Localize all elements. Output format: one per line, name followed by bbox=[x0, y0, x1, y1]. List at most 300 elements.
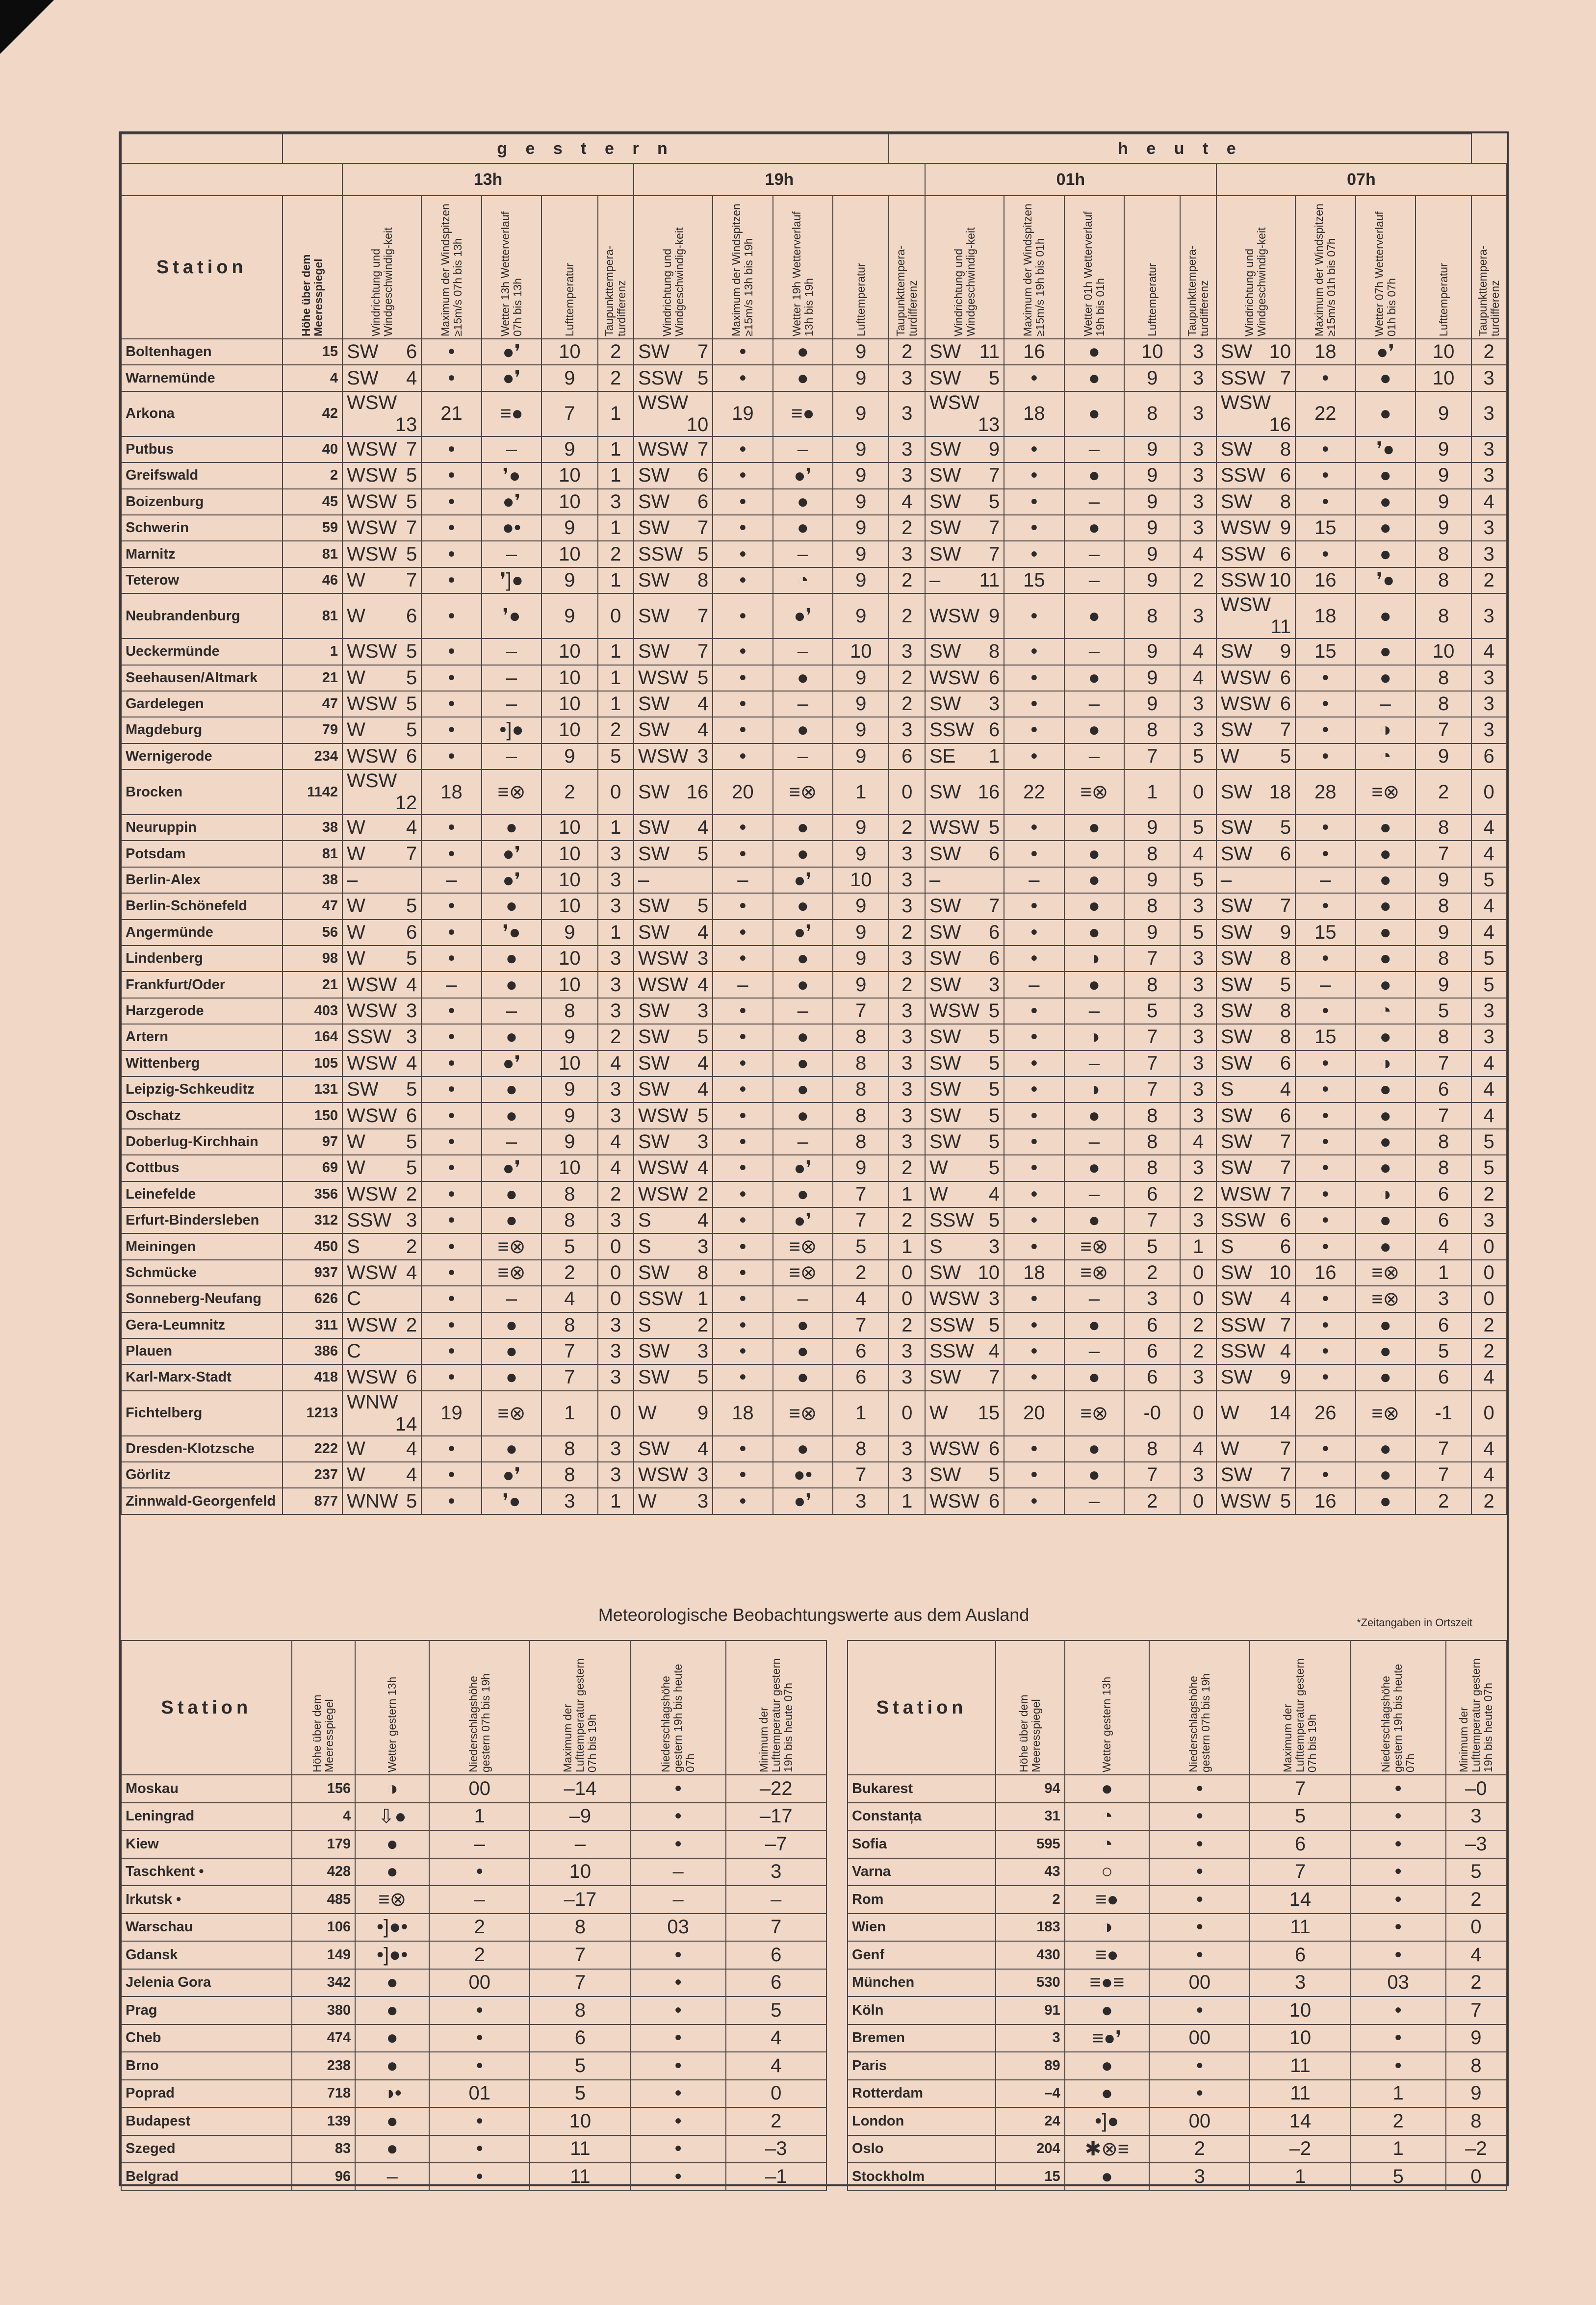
weather-symbol: – bbox=[773, 436, 833, 462]
wind-speed: 4 bbox=[406, 973, 417, 996]
abroad-row bbox=[121, 1830, 1506, 1858]
wind-speed: 6 bbox=[988, 1437, 1000, 1460]
wind-direction: SSW bbox=[929, 719, 975, 741]
wind-cell bbox=[925, 462, 1004, 488]
weather-symbol: – bbox=[1064, 1050, 1124, 1076]
wind-cell bbox=[342, 391, 421, 436]
wind-speed: 7 bbox=[1280, 1157, 1291, 1179]
wind-speed: 5 bbox=[406, 1157, 417, 1179]
wind-direction: WSW bbox=[929, 1000, 980, 1022]
wind-cell bbox=[925, 691, 1004, 717]
abroad-station-height: –4 bbox=[996, 2080, 1064, 2108]
gust-max: • bbox=[421, 815, 481, 841]
abroad-station-name: Jelenia Gora bbox=[121, 1969, 292, 1997]
air-temperature: 7 bbox=[833, 1312, 889, 1338]
dewpoint-difference: 3 bbox=[598, 972, 634, 998]
column-header-text: Taupunkttempera-turdifferenz bbox=[894, 245, 920, 336]
air-temperature: 9 bbox=[541, 1102, 597, 1128]
abroad-station-name: Rotterdam bbox=[848, 2080, 996, 2108]
station-row bbox=[121, 743, 1506, 769]
gust-max: • bbox=[713, 1488, 772, 1514]
wind-speed: 6 bbox=[988, 666, 1000, 689]
wind-cell bbox=[925, 1488, 1004, 1514]
wind-direction: WSW bbox=[1220, 666, 1271, 689]
wind-cell bbox=[634, 1181, 713, 1207]
abroad-precip-day: • bbox=[1149, 1858, 1250, 1886]
air-temperature: 4 bbox=[833, 1286, 889, 1312]
abroad-row bbox=[121, 2135, 1506, 2163]
air-temperature: 9 bbox=[541, 365, 597, 391]
wind-cell bbox=[634, 893, 713, 919]
wind-speed: 7 bbox=[1280, 1437, 1291, 1460]
abroad-max-temp: 5 bbox=[1250, 1803, 1350, 1831]
wind-direction: SW bbox=[1220, 1464, 1253, 1486]
gust-max: • bbox=[421, 1076, 481, 1102]
abroad-precip-day: • bbox=[1149, 1886, 1250, 1914]
air-temperature: 8 bbox=[541, 1312, 597, 1338]
wind-direction: W bbox=[1220, 1402, 1239, 1424]
wind-speed: 8 bbox=[1280, 490, 1291, 512]
weather-symbol: ◔ bbox=[1356, 998, 1416, 1024]
gust-max: • bbox=[1004, 815, 1064, 841]
wind-direction: SW bbox=[638, 569, 670, 591]
air-temperature: 10 bbox=[541, 639, 597, 665]
blank-corner bbox=[121, 134, 283, 163]
station-name: Oschatz bbox=[121, 1102, 283, 1128]
air-temperature: 9 bbox=[833, 515, 889, 541]
abroad-column-header-text: Minimum der Lufttemperatur gestern 19h bis heute 07h bbox=[1457, 1658, 1494, 1772]
weather-symbol: – bbox=[773, 541, 833, 567]
dewpoint-difference: 1 bbox=[598, 691, 634, 717]
weather-symbol: ● bbox=[1064, 1155, 1124, 1181]
weather-symbol: ● bbox=[1064, 1364, 1124, 1390]
dewpoint-difference: 3 bbox=[889, 1462, 925, 1488]
gust-max: • bbox=[1004, 1102, 1064, 1128]
dewpoint-difference: 3 bbox=[1471, 541, 1506, 567]
wind-cell bbox=[342, 972, 421, 998]
weather-symbol: ● bbox=[1064, 339, 1124, 365]
air-temperature: 9 bbox=[541, 743, 597, 769]
gust-max: 15 bbox=[1295, 1024, 1355, 1050]
air-temperature: 10 bbox=[541, 462, 597, 488]
abroad-station-name: Stockholm bbox=[848, 2163, 996, 2191]
station-row bbox=[121, 1233, 1506, 1259]
abroad-precip-day: • bbox=[1149, 1803, 1250, 1831]
weather-symbol: – bbox=[1064, 1129, 1124, 1155]
abroad-weather-13h: •]● bbox=[1065, 2107, 1150, 2135]
station-name: Neuruppin bbox=[121, 815, 283, 841]
gust-max: • bbox=[1004, 691, 1064, 717]
abroad-precip-night: • bbox=[630, 1830, 725, 1858]
weather-symbol: ●❜ bbox=[482, 1462, 541, 1488]
wind-cell bbox=[1216, 391, 1295, 436]
weather-symbol: ● bbox=[1064, 972, 1124, 998]
abroad-station-height: 149 bbox=[292, 1941, 356, 1969]
gust-max: • bbox=[421, 567, 481, 593]
dewpoint-difference: 2 bbox=[1471, 1338, 1506, 1364]
dewpoint-difference: 6 bbox=[1471, 743, 1506, 769]
station-name: Harzgerode bbox=[121, 998, 283, 1024]
wind-speed: 18 bbox=[1269, 781, 1291, 803]
air-temperature: 7 bbox=[1124, 1024, 1180, 1050]
wind-direction: SW bbox=[638, 1366, 670, 1388]
dewpoint-difference: 3 bbox=[1180, 893, 1216, 919]
abroad-min-temp: –17 bbox=[726, 1803, 826, 1831]
dewpoint-difference: 5 bbox=[1180, 743, 1216, 769]
weather-symbol: ●❜ bbox=[773, 1488, 833, 1514]
weather-symbol: ● bbox=[482, 1102, 541, 1128]
abroad-station-height: 31 bbox=[996, 1803, 1064, 1831]
wind-direction: – bbox=[929, 869, 941, 891]
gust-max: 26 bbox=[1295, 1391, 1355, 1436]
wind-cell bbox=[925, 1207, 1004, 1233]
table-gap bbox=[826, 1886, 848, 1914]
abroad-weather-13h: ◔ bbox=[1065, 1803, 1150, 1831]
abroad-min-temp: 7 bbox=[726, 1914, 826, 1942]
air-temperature: 9 bbox=[1124, 920, 1180, 946]
dewpoint-difference: 4 bbox=[1180, 1129, 1216, 1155]
wind-cell bbox=[342, 769, 421, 815]
weather-report-sheet bbox=[119, 131, 1509, 2186]
wind-direction: SW bbox=[929, 843, 961, 865]
wind-speed: 9 bbox=[1280, 921, 1291, 943]
wind-speed: 8 bbox=[697, 569, 709, 591]
air-temperature: 9 bbox=[1416, 515, 1471, 541]
wind-direction: SW bbox=[638, 895, 670, 917]
wind-speed: 9 bbox=[1280, 640, 1291, 663]
gust-max: • bbox=[421, 841, 481, 867]
domestic-weather-table bbox=[121, 133, 1507, 1515]
dewpoint-difference: 2 bbox=[889, 1312, 925, 1338]
gust-max: • bbox=[1295, 1076, 1355, 1102]
abroad-precip-night: • bbox=[630, 2107, 725, 2135]
abroad-station-name: Gdansk bbox=[121, 1941, 292, 1969]
abroad-precip-night: – bbox=[630, 1858, 725, 1886]
air-temperature: 8 bbox=[833, 1050, 889, 1076]
dewpoint-difference: 2 bbox=[1180, 1312, 1216, 1338]
weather-symbol: ● bbox=[1356, 541, 1416, 567]
station-height: 38 bbox=[283, 867, 342, 893]
table-gap bbox=[826, 1941, 848, 1969]
wind-direction: SW bbox=[638, 640, 670, 663]
station-row bbox=[121, 365, 1506, 391]
weather-symbol: – bbox=[482, 1286, 541, 1312]
wind-speed: 5 bbox=[406, 666, 417, 689]
abroad-precip-night: • bbox=[1350, 1997, 1445, 2024]
gust-max: 15 bbox=[1295, 515, 1355, 541]
wind-cell bbox=[342, 593, 421, 639]
wind-cell bbox=[925, 436, 1004, 462]
wind-direction: SW bbox=[929, 1104, 961, 1127]
wind-cell bbox=[925, 1181, 1004, 1207]
abroad-precip-night: • bbox=[1350, 1886, 1445, 1914]
abroad-max-temp: 5 bbox=[530, 2080, 630, 2108]
weather-symbol: – bbox=[482, 691, 541, 717]
wind-direction: SW bbox=[638, 464, 670, 487]
wind-speed: 5 bbox=[988, 1464, 1000, 1486]
wind-speed: 5 bbox=[988, 1052, 1000, 1074]
dewpoint-difference: 1 bbox=[598, 436, 634, 462]
wind-direction: SW bbox=[929, 1026, 961, 1048]
gust-max: – bbox=[713, 867, 772, 893]
gust-max: • bbox=[421, 1260, 481, 1286]
wind-cell bbox=[342, 946, 421, 972]
wind-cell bbox=[634, 717, 713, 743]
wind-speed: 4 bbox=[406, 367, 417, 389]
wind-cell bbox=[342, 1260, 421, 1286]
wind-cell bbox=[925, 365, 1004, 391]
dewpoint-difference: 2 bbox=[889, 1207, 925, 1233]
weather-symbol: – bbox=[773, 691, 833, 717]
weather-symbol: ◑ bbox=[1064, 1024, 1124, 1050]
table-gap bbox=[826, 1914, 848, 1942]
wind-cell bbox=[634, 1462, 713, 1488]
weather-symbol: ● bbox=[1064, 391, 1124, 436]
wind-speed: 7 bbox=[988, 543, 1000, 565]
wind-speed: 5 bbox=[1280, 973, 1291, 996]
wind-direction: SW bbox=[929, 693, 961, 715]
wind-cell bbox=[925, 1391, 1004, 1436]
abroad-precip-night: – bbox=[630, 1886, 725, 1914]
air-temperature: 10 bbox=[541, 1155, 597, 1181]
station-row bbox=[121, 998, 1506, 1024]
dewpoint-difference: 1 bbox=[598, 815, 634, 841]
air-temperature: 3 bbox=[1124, 1286, 1180, 1312]
station-name: Brocken bbox=[121, 769, 283, 815]
station-name: Dresden-Klotzsche bbox=[121, 1436, 283, 1462]
dewpoint-difference: 4 bbox=[1471, 639, 1506, 665]
air-temperature: 10 bbox=[541, 339, 597, 365]
air-temperature: 9 bbox=[833, 946, 889, 972]
air-temperature: 9 bbox=[1124, 867, 1180, 893]
abroad-station-name: Rom bbox=[848, 1886, 996, 1914]
gust-max: • bbox=[421, 365, 481, 391]
column-header bbox=[541, 196, 597, 339]
weather-symbol: ≡⊗ bbox=[482, 1260, 541, 1286]
abroad-max-temp: 10 bbox=[530, 2107, 630, 2135]
abroad-station-height: 530 bbox=[996, 1969, 1064, 1997]
wind-speed: 7 bbox=[1280, 719, 1291, 741]
air-temperature: 10 bbox=[833, 867, 889, 893]
abroad-station-height: 342 bbox=[292, 1969, 356, 1997]
column-header-text: Windrichtung und Windgeschwindig-keit bbox=[660, 227, 686, 336]
dewpoint-difference: 4 bbox=[1471, 1050, 1506, 1076]
wind-direction: SSW bbox=[929, 1340, 975, 1362]
wind-direction: SW bbox=[1220, 341, 1253, 363]
height-header-text: Höhe über dem Meeresspiegel bbox=[299, 254, 325, 336]
abroad-weather-13h: ≡●≡ bbox=[1065, 1969, 1150, 1997]
wind-cell bbox=[634, 639, 713, 665]
air-temperature: 7 bbox=[1416, 1102, 1471, 1128]
air-temperature: 9 bbox=[1124, 691, 1180, 717]
station-row bbox=[121, 339, 1506, 365]
gust-max: • bbox=[1295, 365, 1355, 391]
wind-direction: W bbox=[347, 569, 365, 591]
wind-direction: C bbox=[347, 1340, 361, 1362]
wind-speed: 5 bbox=[406, 719, 417, 741]
column-header bbox=[1471, 196, 1506, 339]
wind-cell bbox=[634, 1102, 713, 1128]
wind-speed: 7 bbox=[406, 569, 417, 591]
wind-speed: 6 bbox=[1280, 1104, 1291, 1127]
wind-cell bbox=[634, 815, 713, 841]
wind-cell bbox=[634, 489, 713, 515]
dewpoint-difference: 3 bbox=[1471, 365, 1506, 391]
wind-speed: 1 bbox=[697, 1288, 709, 1310]
wind-direction: WSW bbox=[347, 438, 397, 460]
station-name: Schmücke bbox=[121, 1260, 283, 1286]
station-name: Schwerin bbox=[121, 515, 283, 541]
column-header bbox=[713, 196, 772, 339]
gust-max: – bbox=[713, 972, 772, 998]
station-row bbox=[121, 515, 1506, 541]
abroad-column-header bbox=[726, 1640, 826, 1775]
abroad-min-temp: –3 bbox=[726, 2135, 826, 2163]
abroad-column-header-text: Höhe über dem Meeresspiegel bbox=[1017, 1694, 1043, 1772]
air-temperature: 7 bbox=[1416, 717, 1471, 743]
weather-symbol: ● bbox=[1064, 1436, 1124, 1462]
wind-direction: WNW bbox=[347, 1391, 398, 1413]
gust-max: • bbox=[1004, 717, 1064, 743]
weather-symbol: ● bbox=[1356, 972, 1416, 998]
gust-max: • bbox=[1004, 515, 1064, 541]
wind-speed: 6 bbox=[406, 1104, 417, 1127]
wind-cell bbox=[634, 462, 713, 488]
station-row bbox=[121, 717, 1506, 743]
weather-symbol: ❜● bbox=[482, 462, 541, 488]
abroad-precip-day: 01 bbox=[429, 2080, 530, 2108]
weather-symbol: ● bbox=[482, 1076, 541, 1102]
abroad-precip-day: • bbox=[1149, 1997, 1250, 2024]
wind-cell bbox=[634, 1338, 713, 1364]
station-name: Zinnwald-Georgenfeld bbox=[121, 1488, 283, 1514]
air-temperature: 8 bbox=[1124, 893, 1180, 919]
wind-speed: 3 bbox=[988, 1288, 1000, 1310]
weather-symbol: ● bbox=[1356, 1312, 1416, 1338]
station-name: Neubrandenburg bbox=[121, 593, 283, 639]
gust-max: • bbox=[1295, 1050, 1355, 1076]
dewpoint-difference: 3 bbox=[889, 1338, 925, 1364]
gust-max: • bbox=[1295, 691, 1355, 717]
gust-max: 19 bbox=[713, 391, 772, 436]
weather-symbol: ● bbox=[1356, 1462, 1416, 1488]
station-row bbox=[121, 946, 1506, 972]
wind-cell bbox=[342, 665, 421, 691]
gust-max: • bbox=[421, 717, 481, 743]
air-temperature: 7 bbox=[833, 1462, 889, 1488]
wind-direction: SW bbox=[1220, 948, 1253, 970]
weather-symbol: ● bbox=[1064, 815, 1124, 841]
gust-max: • bbox=[713, 717, 772, 743]
abroad-station-height: 139 bbox=[292, 2107, 356, 2135]
wind-cell bbox=[925, 1312, 1004, 1338]
gust-max: • bbox=[421, 593, 481, 639]
wind-cell bbox=[342, 743, 421, 769]
air-temperature: 8 bbox=[1416, 815, 1471, 841]
gust-max: 18 bbox=[1004, 391, 1064, 436]
abroad-max-temp: 6 bbox=[530, 2024, 630, 2052]
wind-cell bbox=[342, 515, 421, 541]
station-height: 626 bbox=[283, 1286, 342, 1312]
dewpoint-difference: 3 bbox=[598, 1338, 634, 1364]
air-temperature: 9 bbox=[833, 743, 889, 769]
wind-cell bbox=[925, 1129, 1004, 1155]
wind-cell bbox=[925, 515, 1004, 541]
station-height: 1213 bbox=[283, 1391, 342, 1436]
gust-max: • bbox=[421, 489, 481, 515]
abroad-row bbox=[121, 1969, 1506, 1997]
abroad-min-temp: –7 bbox=[726, 1830, 826, 1858]
abroad-station-name: Kiew bbox=[121, 1830, 292, 1858]
wind-direction: W bbox=[347, 948, 365, 970]
station-name: Erfurt-Bindersleben bbox=[121, 1207, 283, 1233]
air-temperature: 10 bbox=[541, 815, 597, 841]
wind-cell bbox=[1216, 946, 1295, 972]
dewpoint-difference: 6 bbox=[889, 743, 925, 769]
wind-direction: SW bbox=[347, 341, 379, 363]
station-row bbox=[121, 815, 1506, 841]
abroad-max-temp: 14 bbox=[1250, 2107, 1350, 2135]
station-height: 386 bbox=[283, 1338, 342, 1364]
wind-speed: 4 bbox=[406, 817, 417, 839]
wind-direction: SW bbox=[638, 341, 670, 363]
station-row bbox=[121, 1312, 1506, 1338]
gust-max: • bbox=[421, 1050, 481, 1076]
dewpoint-difference: 2 bbox=[889, 567, 925, 593]
wind-speed: 11 bbox=[979, 341, 1000, 363]
abroad-weather-13h: ● bbox=[355, 1997, 429, 2024]
gust-max: • bbox=[421, 946, 481, 972]
air-temperature: 7 bbox=[1124, 1076, 1180, 1102]
gust-max: 20 bbox=[1004, 1391, 1064, 1436]
wind-speed: 7 bbox=[988, 1366, 1000, 1388]
abroad-min-temp: – bbox=[726, 1886, 826, 1914]
wind-cell bbox=[634, 1129, 713, 1155]
gust-max: 18 bbox=[713, 1391, 772, 1436]
abroad-station-name: Poprad bbox=[121, 2080, 292, 2108]
gust-max: • bbox=[713, 1076, 772, 1102]
wind-speed: 9 bbox=[1280, 1366, 1291, 1388]
abroad-max-temp: 8 bbox=[530, 1997, 630, 2024]
weather-symbol: ●❜ bbox=[482, 365, 541, 391]
dewpoint-difference: 3 bbox=[889, 893, 925, 919]
weather-symbol: ● bbox=[1356, 365, 1416, 391]
wind-direction: SW bbox=[1220, 719, 1253, 741]
weather-symbol: ● bbox=[1356, 391, 1416, 436]
abroad-max-temp: 10 bbox=[530, 1858, 630, 1886]
weather-symbol: ● bbox=[773, 365, 833, 391]
wind-speed: 16 bbox=[978, 781, 1000, 803]
gust-max: • bbox=[421, 920, 481, 946]
weather-symbol: ● bbox=[773, 1312, 833, 1338]
abroad-row bbox=[121, 2024, 1506, 2052]
wind-direction: WSW bbox=[347, 1000, 397, 1022]
wind-direction: W bbox=[347, 1157, 365, 1179]
gust-max: • bbox=[1004, 1312, 1064, 1338]
gust-max: • bbox=[421, 1181, 481, 1207]
abroad-min-temp: 5 bbox=[726, 1997, 826, 2024]
wind-speed: 5 bbox=[406, 640, 417, 663]
dewpoint-difference: 3 bbox=[889, 391, 925, 436]
weather-symbol: ● bbox=[482, 1024, 541, 1050]
station-row bbox=[121, 1391, 1506, 1436]
wind-direction: SW bbox=[638, 719, 670, 741]
weather-symbol: ● bbox=[482, 1436, 541, 1462]
abroad-min-temp: 8 bbox=[1446, 2052, 1506, 2080]
time-header: 07h bbox=[1216, 163, 1506, 196]
wind-direction: WSW bbox=[1220, 594, 1271, 616]
air-temperature: 9 bbox=[1416, 462, 1471, 488]
